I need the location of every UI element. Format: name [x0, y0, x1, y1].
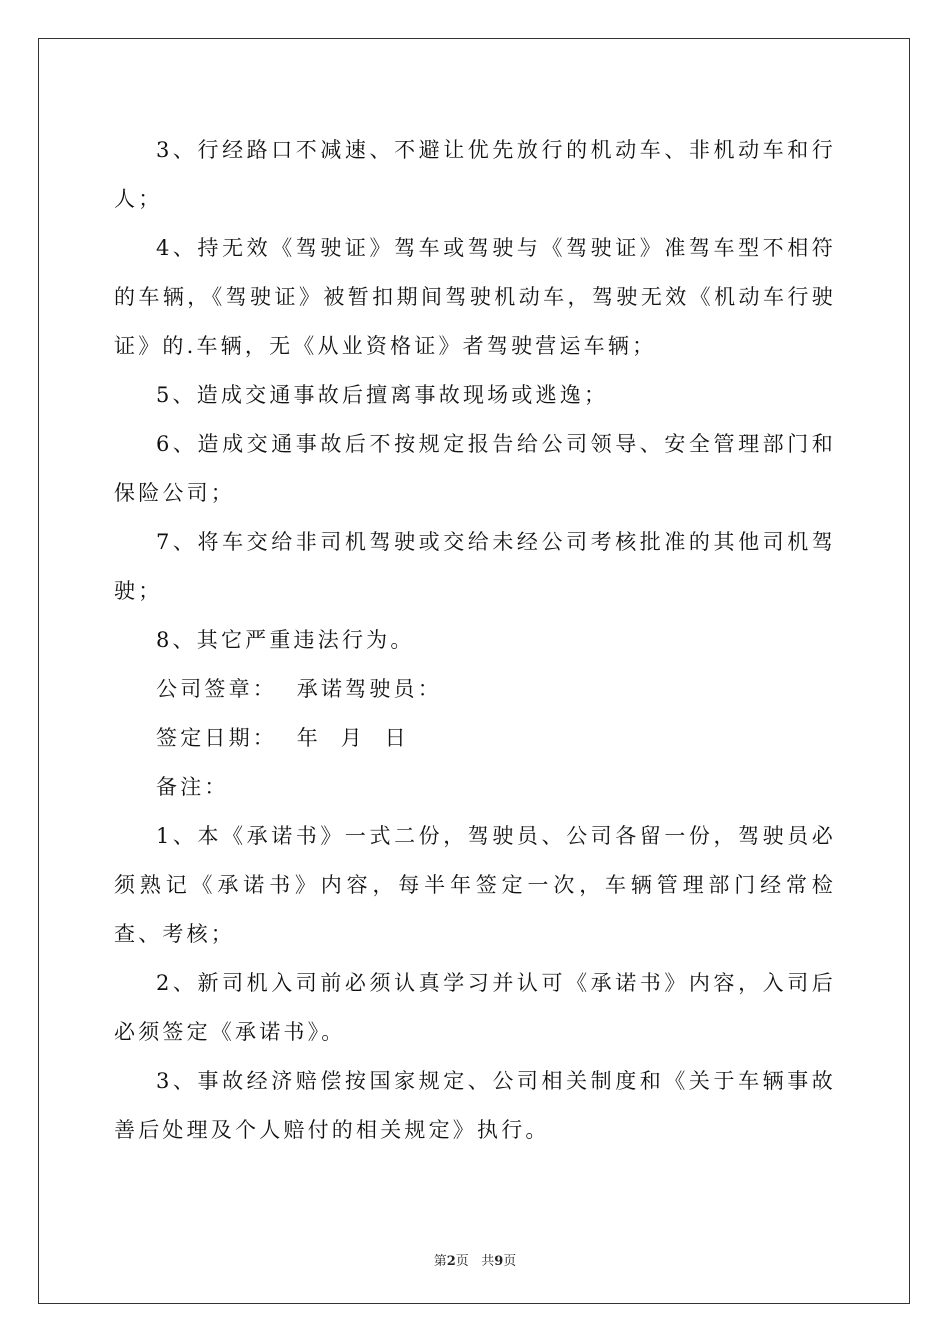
paragraph: 5、造成交通事故后擅离事故现场或逃逸； — [156, 383, 609, 407]
page-prefix: 第 — [433, 1254, 447, 1269]
page-number: 2 — [446, 1254, 456, 1269]
paragraph: 6、造成交通事故后不按规定报告给公司领导、安全管理部门和保险公司； — [114, 432, 836, 505]
paragraph: 3、行经路口不减速、不避让优先放行的机动车、非机动车和行人； — [114, 138, 836, 211]
paragraph: 7、将车交给非司机驾驶或交给未经公司考核批准的其他司机驾驶； — [114, 530, 836, 603]
date-line: 签定日期： 年 月 日 — [156, 726, 409, 750]
paragraph: 2、新司机入司前必须认真学习并认可《承诺书》内容，入司后必须签定《承诺书》。 — [114, 971, 836, 1044]
page-unit: 页 — [455, 1254, 469, 1269]
paragraph: 3、事故经济赔偿按国家规定、公司相关制度和《关于车辆事故善后处理及个人赔付的相关规定》执行。 — [114, 1069, 836, 1142]
page-footer — [0, 1250, 950, 1269]
paragraph: 8、其它严重违法行为。 — [156, 628, 415, 652]
paragraph: 1、本《承诺书》一式二份，驾驶员、公司各留一份，驾驶员必须熟记《承诺书》内容，每半年签定一次，车辆管理部门经常检查、考核； — [114, 824, 836, 946]
total-prefix: 共 — [481, 1254, 495, 1269]
remarks-heading: 备注： — [156, 775, 229, 799]
page-total: 9 — [494, 1254, 504, 1269]
total-unit: 页 — [503, 1254, 517, 1269]
document-body — [114, 126, 836, 1155]
signature-line: 公司签章： 承诺驾驶员： — [156, 677, 442, 701]
paragraph: 4、持无效《驾驶证》驾车或驾驶与《驾驶证》准驾车型不相符的车辆，《驾驶证》被暂扣期间驾驶机动车，驾驶无效《机动车行驶证》的.车辆，无《从业资格证》者驾驶营运车辆； — [114, 236, 836, 358]
